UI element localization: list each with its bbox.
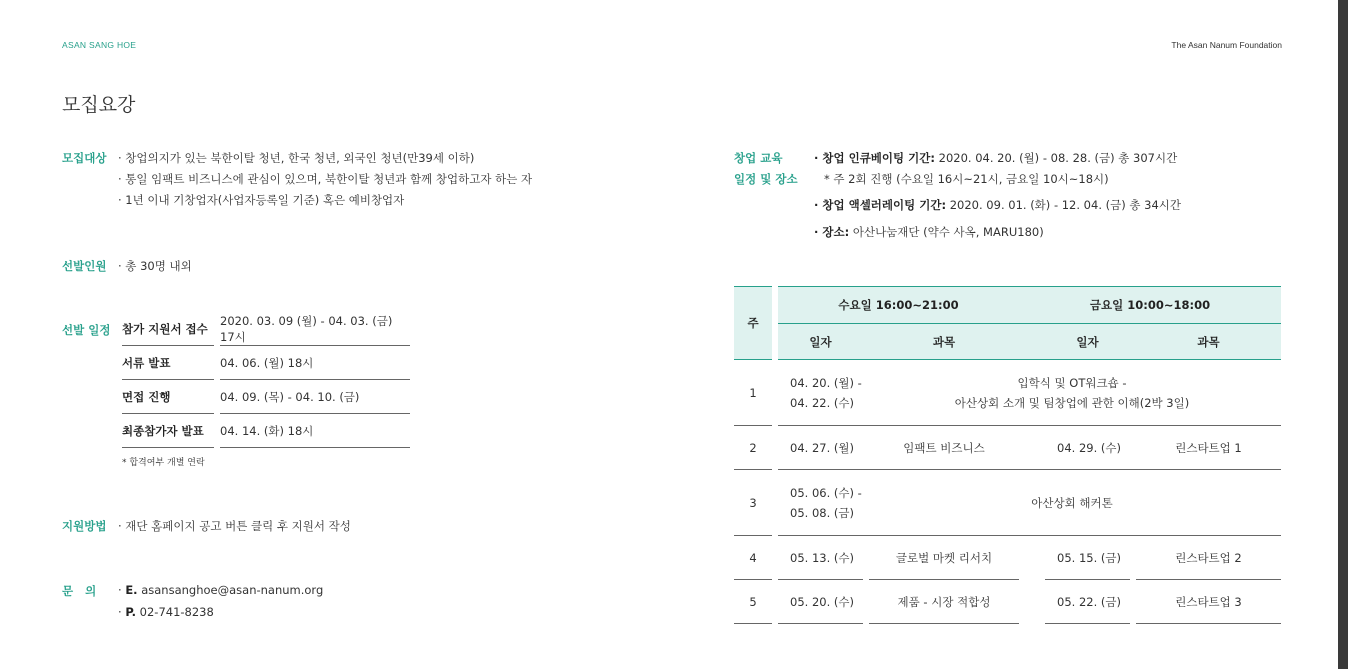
bullet: · — [118, 605, 126, 619]
date-line: 05. 08. (금) — [790, 505, 854, 520]
education-label-line2: 일정 및 장소 — [734, 172, 798, 186]
recruit-target-item: · 1년 이내 기창업자(사업자등록일 기준) 혹은 예비창업자 — [118, 193, 405, 207]
wed-subject: 임팩트 비즈니스 — [869, 426, 1019, 470]
selection-count-text: · 총 30명 내외 — [118, 259, 192, 273]
apply-method-text: · 재단 홈페이지 공고 버튼 클릭 후 지원서 작성 — [118, 519, 351, 533]
table-row — [734, 536, 1281, 580]
recruit-target-item: · 통일 임팩트 비즈니스에 관심이 있으며, 북한이탈 청년과 함께 창업하고자 하는 자 — [118, 172, 533, 186]
schedule-key: 참가 지원서 접수 — [122, 312, 214, 346]
apply-method-label: 지원방법 — [62, 519, 107, 533]
foundation-name: The Asan Nanum Foundation — [1171, 40, 1282, 50]
email-key: E. — [125, 583, 138, 597]
incubating-note: * 주 2회 진행 (수요일 16시~21시, 금요일 10시~18시) — [824, 172, 1109, 186]
contact-phone-line — [118, 605, 214, 619]
schedule-key: 최종참가자 발표 — [122, 414, 214, 448]
fri-date: 04. 29. (수) — [1045, 426, 1130, 470]
accel-value: 2020. 09. 01. (화) - 12. 04. (금) 총 34시간 — [946, 198, 1181, 212]
contact-phone: 02-741-8238 — [139, 605, 214, 619]
accelerating-period — [814, 197, 1181, 213]
fri-subject: 린스타트업 1 — [1136, 426, 1281, 470]
week-header: 주 — [734, 287, 772, 360]
schedule-note: * 합격여부 개별 연락 — [122, 458, 205, 468]
wed-date: 04. 27. (월) — [778, 426, 863, 470]
date-line: 05. 06. (수) - — [790, 485, 862, 500]
schedule-key: 서류 발표 — [122, 346, 214, 380]
incubating-period — [814, 150, 1177, 166]
schedule-value: 04. 06. (월) 18시 — [220, 346, 410, 380]
fri-subject: 린스타트업 3 — [1136, 580, 1281, 624]
fri-subject-header: 과목 — [1136, 324, 1281, 360]
merged-subject: 아산상회 해커톤 — [863, 470, 1281, 536]
subject-line: 아산상회 소개 및 팀창업에 관한 이해(2박 3일) — [954, 395, 1190, 410]
date-range — [778, 360, 863, 426]
incubating-value: 2020. 04. 20. (월) - 08. 28. (금) 총 307시간 — [934, 151, 1178, 165]
fri-date: 05. 22. (금) — [1045, 580, 1130, 624]
contact-email[interactable]: asansanghoe@asan-nanum.org — [141, 583, 324, 597]
week-number: 1 — [734, 360, 772, 426]
schedule-row — [122, 380, 410, 414]
subject-line: 입학식 및 OT워크숍 - — [1017, 375, 1127, 390]
week-number: 4 — [734, 536, 772, 580]
date-range — [778, 470, 863, 536]
selection-count-label: 선발인원 — [62, 259, 107, 273]
schedule-value: 04. 14. (화) 18시 — [220, 414, 410, 448]
schedule-key: 면접 진행 — [122, 380, 214, 414]
place — [814, 224, 1044, 240]
wed-date: 05. 20. (수) — [778, 580, 863, 624]
fri-header: 금요일 10:00~18:00 — [1019, 287, 1281, 324]
place-key: · 장소: — [814, 225, 850, 239]
brand-logo: ASAN SANG HOE — [62, 40, 137, 50]
selection-schedule-label: 선발 일정 — [62, 323, 111, 337]
fri-date: 05. 15. (금) — [1045, 536, 1130, 580]
phone-key: P. — [125, 605, 136, 619]
education-schedule-table — [734, 286, 1281, 624]
wed-subject: 글로벌 마켓 리서치 — [869, 536, 1019, 580]
contact-label: 문 의 — [62, 584, 97, 598]
wed-date-header: 일자 — [778, 324, 863, 360]
page-title: 모집요강 — [62, 94, 136, 116]
week-number: 3 — [734, 470, 772, 536]
table-row — [734, 470, 1281, 536]
table-row — [734, 360, 1281, 426]
table-row — [734, 426, 1281, 470]
merged-subject — [863, 360, 1281, 426]
selection-schedule-table — [122, 312, 410, 448]
date-line: 04. 20. (월) - — [790, 375, 862, 390]
recruit-target-label: 모집대상 — [62, 151, 107, 165]
wed-date: 05. 13. (수) — [778, 536, 863, 580]
date-line: 04. 22. (수) — [790, 395, 854, 410]
wed-header: 수요일 16:00~21:00 — [778, 287, 1019, 324]
wed-subject-header: 과목 — [869, 324, 1019, 360]
fri-subject: 린스타트업 2 — [1136, 536, 1281, 580]
education-label-line1: 창업 교육 — [734, 151, 783, 165]
schedule-row — [122, 346, 410, 380]
schedule-row — [122, 312, 410, 346]
schedule-value: 04. 09. (목) - 04. 10. (금) — [220, 380, 410, 414]
accel-key: · 창업 액셀러레이팅 기간: — [814, 198, 947, 212]
table-row — [734, 580, 1281, 624]
contact-email-line — [118, 583, 323, 597]
schedule-value: 2020. 03. 09 (월) - 04. 03. (금) 17시 — [220, 312, 410, 346]
wed-subject: 제품 - 시장 적합성 — [869, 580, 1019, 624]
week-number: 5 — [734, 580, 772, 624]
week-number: 2 — [734, 426, 772, 470]
place-value: 아산나눔재단 (약수 사옥, MARU180) — [849, 225, 1044, 239]
bullet: · — [118, 583, 126, 597]
fri-date-header: 일자 — [1045, 324, 1130, 360]
incubating-key: · 창업 인큐베이팅 기간: — [814, 151, 935, 165]
schedule-row — [122, 414, 410, 448]
viewer-edge — [1338, 0, 1348, 669]
recruit-target-item: · 창업의지가 있는 북한이탈 청년, 한국 청년, 외국인 청년(만39세 이하) — [118, 151, 475, 165]
